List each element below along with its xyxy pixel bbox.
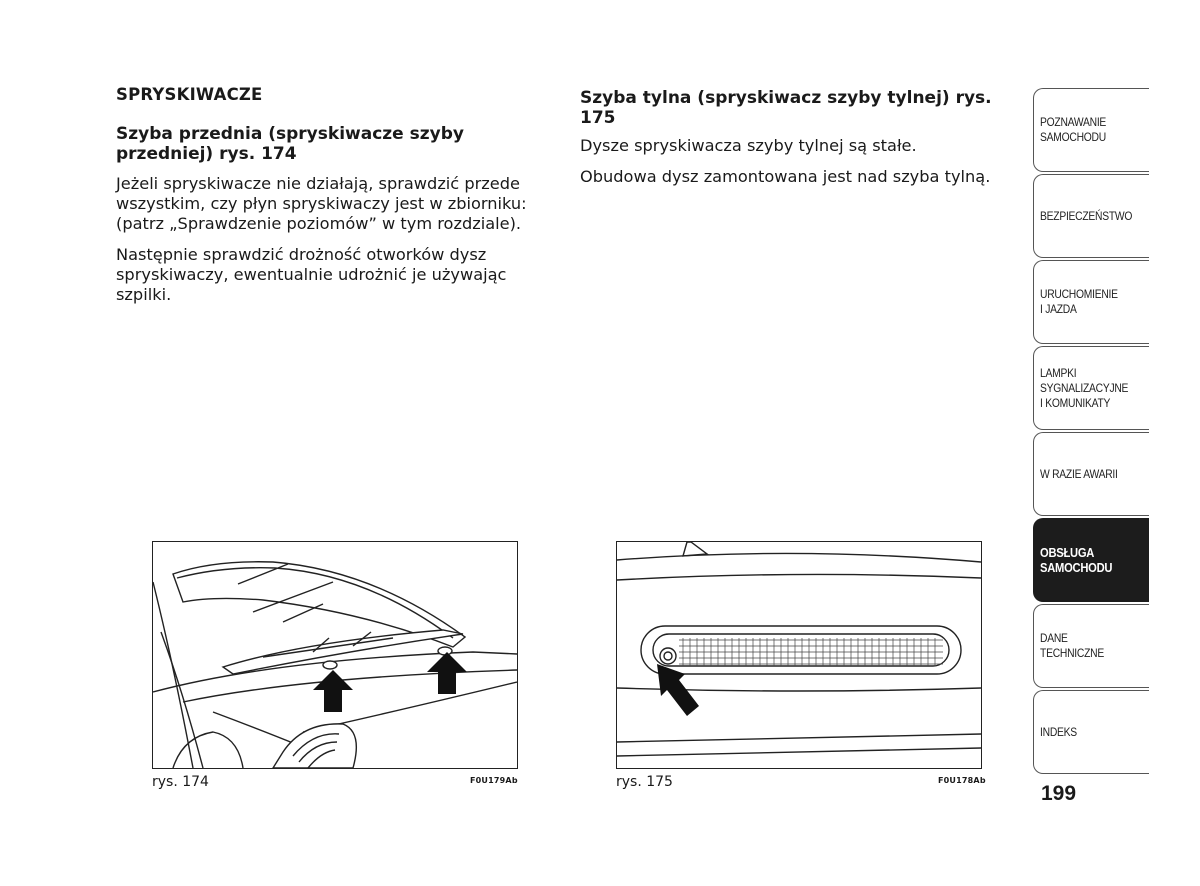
arrow-up-icon xyxy=(313,670,353,712)
tab-label: BEZPIECZEŃSTWO xyxy=(1040,208,1133,223)
front-washer-paragraph-2: Następnie sprawdzić drożność otworków dysz spryskiwaczy, ewentualnie udrożnić je używając szpilki. xyxy=(116,245,507,304)
figure-175-caption: rys. 175 xyxy=(616,774,673,790)
figure-174-hood-illustration xyxy=(152,541,518,769)
rear-washer-heading: Szyba tylna (spryskiwacz szyby tylnej) rys. 175 xyxy=(580,88,992,128)
tab-w-razie-awarii[interactable] xyxy=(1033,432,1149,516)
page-number: 199 xyxy=(1041,782,1077,805)
tab-label: W RAZIE AWARII xyxy=(1040,466,1118,481)
tab-indeks[interactable] xyxy=(1033,690,1149,774)
front-washer-paragraph-1: Jeżeli spryskiwacze nie działają, sprawdzić przede wszystkim, czy płyn spryskiwaczy jest w zbiorniku: (patrz „Sprawdzenie poziomów” w tym rozdziale). xyxy=(116,174,527,233)
chapter-tabs xyxy=(1033,88,1149,776)
figure-175-rear-light-illustration xyxy=(616,541,982,769)
tab-label: INDEKS xyxy=(1040,724,1077,739)
tab-label: POZNAWANIE SAMOCHODU xyxy=(1040,115,1107,144)
figure-174-caption: rys. 174 xyxy=(152,774,209,790)
section-title: SPRYSKIWACZE xyxy=(116,85,263,104)
tab-uruchomienie-i-jazda[interactable] xyxy=(1033,260,1149,344)
tab-label: URUCHOMIENIE I JAZDA xyxy=(1040,287,1118,316)
figure-175-code: F0U178Ab xyxy=(938,776,986,785)
rear-washer-paragraph-1: Dysze spryskiwacza szyby tylnej są stałe. xyxy=(580,136,917,155)
tab-label: LAMPKI SYGNALIZACYJNE I KOMUNIKATY xyxy=(1040,365,1129,410)
tab-bezpieczenstwo[interactable] xyxy=(1033,174,1149,258)
left-column xyxy=(116,85,556,316)
tab-obsluga-samochodu[interactable] xyxy=(1033,518,1149,602)
tab-lampki-sygnalizacyjne[interactable] xyxy=(1033,346,1149,430)
right-column xyxy=(580,85,1000,198)
arrow-up-icon xyxy=(427,652,467,694)
tab-dane-techniczne[interactable] xyxy=(1033,604,1149,688)
tab-label: OBSŁUGA SAMOCHODU xyxy=(1040,545,1113,575)
front-washer-heading: Szyba przednia (spryskiwacze szyby przedniej) rys. 174 xyxy=(116,124,464,164)
arrow-diagonal-icon xyxy=(655,662,701,720)
figure-174-code: F0U179Ab xyxy=(470,776,518,785)
rear-washer-paragraph-2: Obudowa dysz zamontowana jest nad szyba tylną. xyxy=(580,167,991,186)
tab-poznawanie-samochodu[interactable] xyxy=(1033,88,1149,172)
tab-label: DANE TECHNICZNE xyxy=(1040,631,1104,660)
